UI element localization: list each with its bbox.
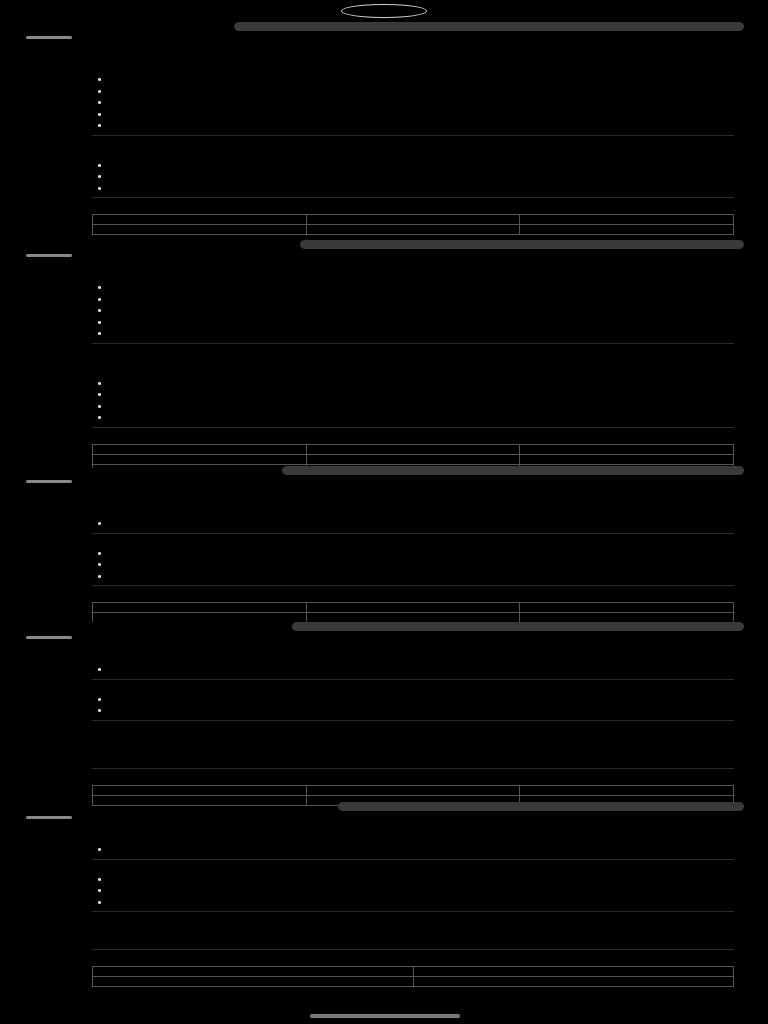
paragraph-line	[92, 498, 734, 508]
table-cell	[306, 444, 520, 454]
section-title	[234, 22, 744, 31]
content-block	[92, 725, 734, 769]
paragraph-line	[92, 44, 734, 54]
content-block	[92, 34, 734, 136]
paragraph-line	[92, 773, 734, 783]
section	[0, 240, 768, 468]
table-cell	[413, 967, 734, 977]
list-item	[110, 518, 734, 530]
paragraph-line	[92, 432, 734, 442]
paragraph-line	[92, 735, 734, 745]
table-row	[93, 967, 734, 977]
list-item	[110, 328, 734, 340]
content-block	[92, 634, 734, 680]
table-cell	[93, 603, 307, 613]
section-body	[92, 814, 734, 994]
bullet-list	[92, 160, 734, 195]
paragraph-line	[92, 926, 734, 936]
footer	[310, 1014, 460, 1018]
list-item	[110, 305, 734, 317]
list-item	[110, 86, 734, 98]
paragraph-line	[92, 864, 734, 874]
bullet-list	[92, 282, 734, 340]
table-cell	[520, 454, 734, 464]
section-body	[92, 634, 734, 808]
table-row	[93, 215, 734, 225]
table-cell	[520, 785, 734, 795]
paragraph-line	[92, 202, 734, 212]
table-cell	[306, 785, 520, 795]
content-block	[92, 814, 734, 860]
list-item	[110, 885, 734, 897]
paragraph-line	[92, 725, 734, 735]
content-block	[92, 202, 734, 238]
section-body	[92, 478, 734, 622]
paragraph-line	[92, 368, 734, 378]
section-title	[300, 240, 744, 249]
list-item	[110, 412, 734, 424]
section	[0, 622, 768, 808]
list-item	[110, 183, 734, 195]
table-cell	[93, 977, 414, 987]
paragraph-line	[92, 478, 734, 488]
paragraph-line	[92, 684, 734, 694]
section-tag	[26, 816, 72, 819]
paragraph-line	[92, 590, 734, 600]
bullet-list	[92, 694, 734, 717]
table-row	[93, 785, 734, 795]
list-item	[110, 559, 734, 571]
list-item	[110, 897, 734, 909]
table-cell	[306, 454, 520, 464]
content-block	[92, 954, 734, 990]
paragraph-line	[92, 634, 734, 644]
content-block	[92, 684, 734, 721]
section	[0, 466, 768, 622]
table-row	[93, 603, 734, 613]
content-block	[92, 590, 734, 622]
bullet-list	[92, 518, 734, 530]
table-cell	[93, 225, 307, 235]
table-cell	[520, 603, 734, 613]
paragraph-line	[92, 262, 734, 272]
paragraph-line	[92, 814, 734, 824]
logo	[341, 4, 427, 18]
paragraph-line	[92, 252, 734, 262]
list-item	[110, 294, 734, 306]
section-body	[92, 252, 734, 468]
list-item	[110, 120, 734, 132]
paragraph-line	[92, 34, 734, 44]
table-row	[93, 613, 734, 623]
list-item	[110, 160, 734, 172]
table-cell	[93, 444, 307, 454]
paragraph-line	[92, 834, 734, 844]
paragraph-line	[92, 745, 734, 755]
section-title	[282, 466, 744, 475]
content-block	[92, 538, 734, 587]
table-cell	[520, 225, 734, 235]
bullet-list	[92, 664, 734, 676]
table-cell	[306, 225, 520, 235]
table-cell	[306, 603, 520, 613]
list-item	[110, 705, 734, 717]
content-block	[92, 916, 734, 950]
paragraph-line	[92, 272, 734, 282]
list-item	[110, 109, 734, 121]
table-row	[93, 225, 734, 235]
table-cell	[413, 977, 734, 987]
list-item	[110, 874, 734, 886]
list-item	[110, 97, 734, 109]
bullet-list	[92, 874, 734, 909]
content-block	[92, 478, 734, 534]
paragraph-line	[92, 64, 734, 74]
bullet-list	[92, 844, 734, 856]
list-item	[110, 389, 734, 401]
paragraph-line	[92, 348, 734, 358]
paragraph-line	[92, 508, 734, 518]
content-block	[92, 432, 734, 469]
paragraph-line	[92, 755, 734, 765]
table-row	[93, 977, 734, 987]
bullet-list	[92, 74, 734, 132]
table-cell	[520, 613, 734, 623]
table-cell	[93, 967, 414, 977]
summary-table	[92, 214, 734, 235]
list-item	[110, 548, 734, 560]
table-cell	[306, 613, 520, 623]
table-cell	[93, 613, 307, 623]
list-item	[110, 844, 734, 856]
summary-table	[92, 444, 734, 469]
paragraph-line	[92, 358, 734, 368]
section-tag	[26, 636, 72, 639]
paragraph-line	[92, 488, 734, 498]
content-block	[92, 252, 734, 344]
content-block	[92, 140, 734, 199]
section-tag	[26, 36, 72, 39]
paragraph-line	[92, 916, 734, 926]
table-row	[93, 444, 734, 454]
table-cell	[93, 454, 307, 464]
bullet-list	[92, 548, 734, 583]
section-title	[338, 802, 744, 811]
table-cell	[520, 444, 734, 454]
table-cell	[520, 215, 734, 225]
list-item	[110, 171, 734, 183]
paragraph-line	[92, 654, 734, 664]
list-item	[110, 282, 734, 294]
list-item	[110, 74, 734, 86]
paragraph-line	[92, 538, 734, 548]
table-cell	[93, 785, 307, 795]
section-title	[292, 622, 744, 631]
paragraph-line	[92, 54, 734, 64]
table-cell	[93, 215, 307, 225]
paragraph-line	[92, 150, 734, 160]
section-tag	[26, 480, 72, 483]
section-tag	[26, 254, 72, 257]
paragraph-line	[92, 644, 734, 654]
section-body	[92, 34, 734, 242]
list-item	[110, 571, 734, 583]
list-item	[110, 317, 734, 329]
list-item	[110, 378, 734, 390]
section	[0, 22, 768, 248]
list-item	[110, 401, 734, 413]
summary-table	[92, 966, 734, 987]
paragraph-line	[92, 140, 734, 150]
content-block	[92, 348, 734, 428]
list-item	[110, 664, 734, 676]
list-item	[110, 694, 734, 706]
summary-table	[92, 602, 734, 622]
bullet-list	[92, 378, 734, 424]
section	[0, 802, 768, 1006]
content-block	[92, 864, 734, 913]
paragraph-line	[92, 954, 734, 964]
paragraph-line	[92, 936, 734, 946]
table-cell	[306, 215, 520, 225]
paragraph-line	[92, 824, 734, 834]
table-row	[93, 454, 734, 464]
